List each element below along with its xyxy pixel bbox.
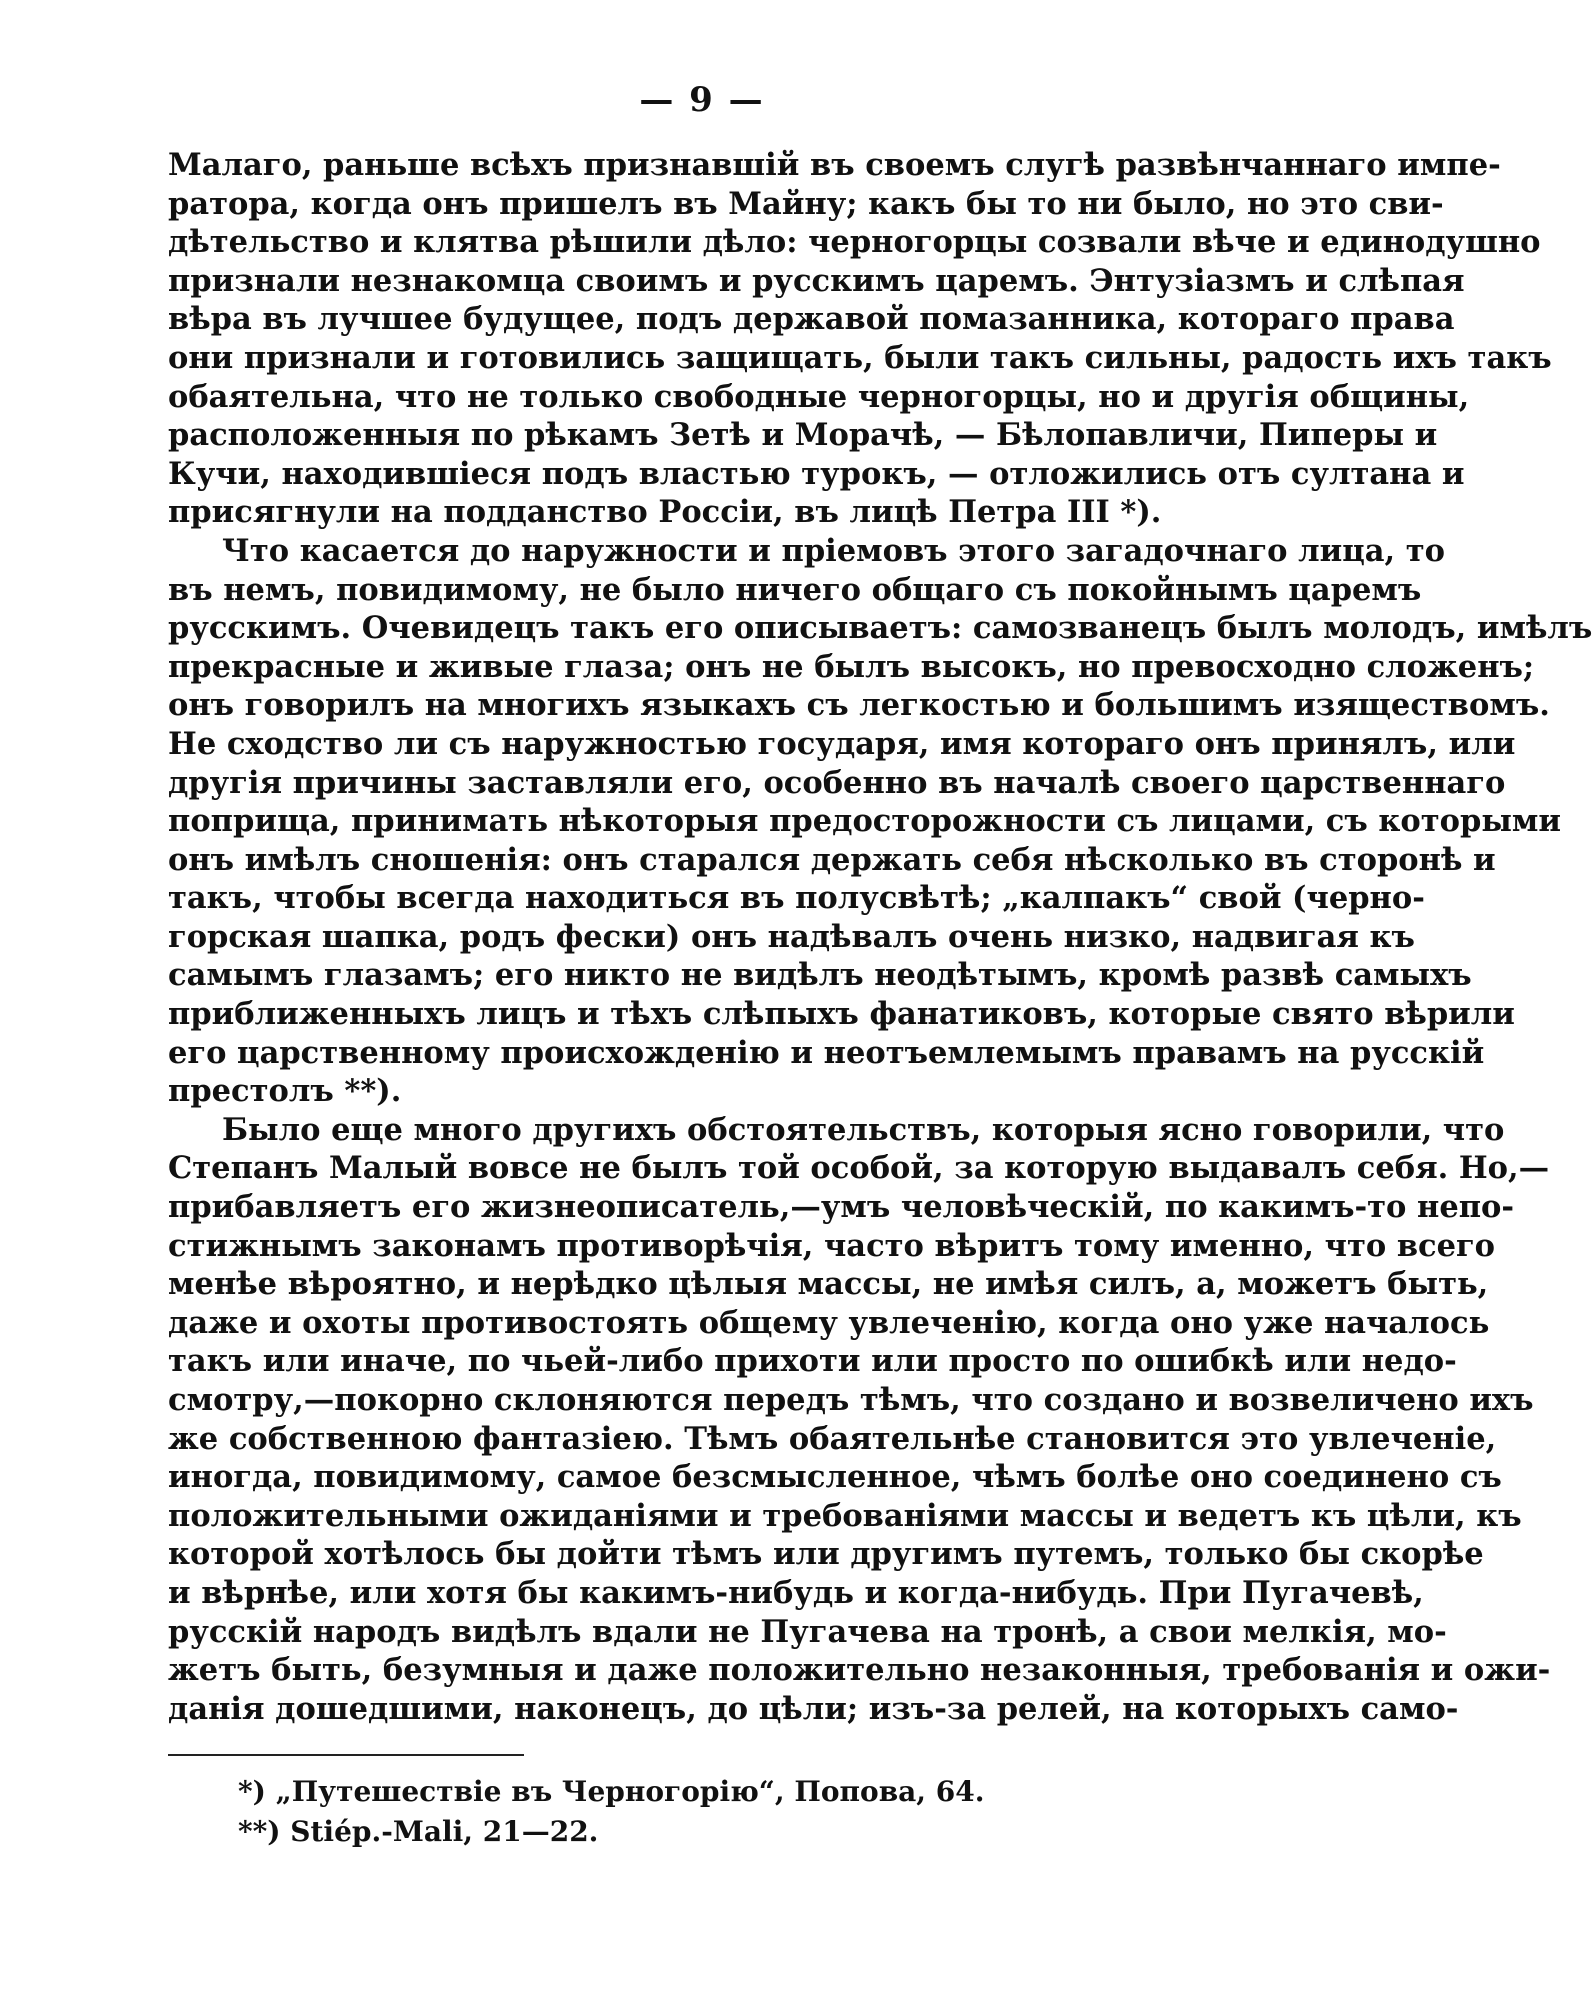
text-line: же собственною фантазіею. Тѣмъ обаятельнѣе становится это увлеченіе, (168, 1420, 1497, 1457)
text-line: Степанъ Малый вовсе не былъ той особой, за которую выдавалъ себя. Но,— (168, 1150, 1550, 1187)
text-line: его царственному происхожденію и неотъемлемымъ правамъ на русскій (168, 1034, 1485, 1071)
text-line: жетъ быть, безумныя и даже положительно незаконныя, требованія и ожи- (168, 1652, 1551, 1689)
text-line: положительными ожиданіями и требованіями массы и ведетъ къ цѣли, къ (168, 1497, 1522, 1534)
text-line: такъ или иначе, по чьей-либо прихоти или просто по ошибкѣ или недо- (168, 1343, 1457, 1380)
text-line: присягнули на подданство Россіи, въ лицѣ Петра III *). (168, 494, 1162, 531)
paragraph-1 (168, 146, 1552, 532)
text-line: русскимъ. Очевидецъ такъ его описываетъ: самозванецъ былъ молодъ, имѣлъ (168, 610, 1592, 647)
text-line: дѣтельство и клятва рѣшили дѣло: черногорцы созвали вѣче и единодушно (168, 224, 1541, 261)
text-line: стижнымъ законамъ противорѣчія, часто вѣритъ тому именно, что всего (168, 1227, 1496, 1264)
paragraph-3 (168, 1111, 1551, 1729)
text-line: Кучи, находившіеся подъ властью турокъ, — отложились отъ султана и (168, 455, 1465, 492)
text-line: даже и охоты противостоять общему увлеченію, когда оно уже началось (168, 1304, 1490, 1341)
text-line: Не сходство ли съ наружностью государя, имя котораго онъ принялъ, или (168, 725, 1516, 762)
text-line: такъ, чтобы всегда находиться въ полусвѣтѣ; „калпакъ“ свой (черно- (168, 880, 1425, 917)
text-line: приближенныхъ лицъ и тѣхъ слѣпыхъ фанатиковъ, которые свято вѣрили (168, 996, 1515, 1033)
text-line: признали незнакомца своимъ и русскимъ царемъ. Энтузіазмъ и слѣпая (168, 262, 1465, 299)
text-line: Что касается до наружности и пріемовъ этого загадочнаго лица, то (222, 532, 1445, 569)
text-line: они признали и готовились защищать, были такъ сильны, радость ихъ такъ (168, 339, 1552, 376)
text-line: иногда, повидимому, самое безсмысленное, чѣмъ болѣе оно соединено съ (168, 1459, 1502, 1496)
text-line: которой хотѣлось бы дойти тѣмъ или другимъ путемъ, только бы скорѣе (168, 1536, 1484, 1573)
text-line: расположенныя по рѣкамъ Зетѣ и Морачѣ, — Бѣлопавличи, Пиперы и (168, 417, 1438, 454)
footnote-divider (168, 1754, 524, 1756)
text-line: поприща, принимать нѣкоторыя предосторожности съ лицами, съ которыми (168, 803, 1562, 840)
text-line: онъ говорилъ на многихъ языкахъ съ легкостью и большимъ изяществомъ. (168, 687, 1550, 724)
text-line: престолъ **). (168, 1073, 402, 1110)
text-line: Было еще много другихъ обстоятельствъ, которыя ясно говорили, что (222, 1111, 1505, 1148)
main-text (168, 146, 1592, 1728)
page-number: — 9 — (639, 80, 765, 120)
text-line: въ немъ, повидимому, не было ничего общаго съ покойнымъ царемъ (168, 571, 1422, 608)
text-line: горская шапка, родъ фески) онъ надѣвалъ очень низко, надвигая къ (168, 918, 1415, 955)
text-line: и вѣрнѣе, или хотя бы какимъ-нибудь и когда-нибудь. При Пугачевѣ, (168, 1574, 1424, 1611)
text-line: смотру,—покорно склоняются передъ тѣмъ, что создано и возвеличено ихъ (168, 1382, 1534, 1418)
text-line: менѣе вѣроятно, и нерѣдко цѣлыя массы, не имѣя силъ, а, можетъ быть, (168, 1266, 1489, 1303)
footnote-1: *) „Путешествіе въ Черногорію“, Попова, 64. (238, 1775, 985, 1808)
text-line: данія дошедшими, наконецъ, до цѣли; изъ-за релей, на которыхъ само- (168, 1690, 1459, 1727)
text-line: прибавляетъ его жизнеописатель,—умъ человѣческій, по какимъ-то непо- (168, 1189, 1515, 1226)
footnotes (238, 1772, 1138, 1852)
text-line: ратора, когда онъ пришелъ въ Майну; какъ бы то ни было, но это сви- (168, 185, 1444, 222)
text-line: Малаго, раньше всѣхъ признавшій въ своемъ слугѣ развѣнчаннаго импе- (168, 147, 1501, 183)
text-line: вѣра въ лучшее будущее, подъ державой помазанника, котораго права (168, 301, 1455, 338)
text-line: самымъ глазамъ; его никто не видѣлъ неодѣтымъ, кромѣ развѣ самыхъ (168, 957, 1472, 994)
footnote-2: **) Stiép.-Mali, 21—22. (238, 1815, 599, 1848)
text-line: онъ имѣлъ сношенія: онъ старался держать себя нѣсколько въ сторонѣ и (168, 841, 1496, 878)
text-line: прекрасные и живые глаза; онъ не былъ высокъ, но превосходно сложенъ; (168, 648, 1535, 685)
text-line: обаятельна, что не только свободные черногорцы, но и другія общины, (168, 378, 1470, 415)
text-line: русскій народъ видѣлъ вдали не Пугачева на тронѣ, а свои мелкія, мо- (168, 1613, 1447, 1650)
text-line: другія причины заставляли его, особенно въ началѣ своего царственнаго (168, 764, 1506, 801)
paragraph-2 (168, 532, 1592, 1111)
